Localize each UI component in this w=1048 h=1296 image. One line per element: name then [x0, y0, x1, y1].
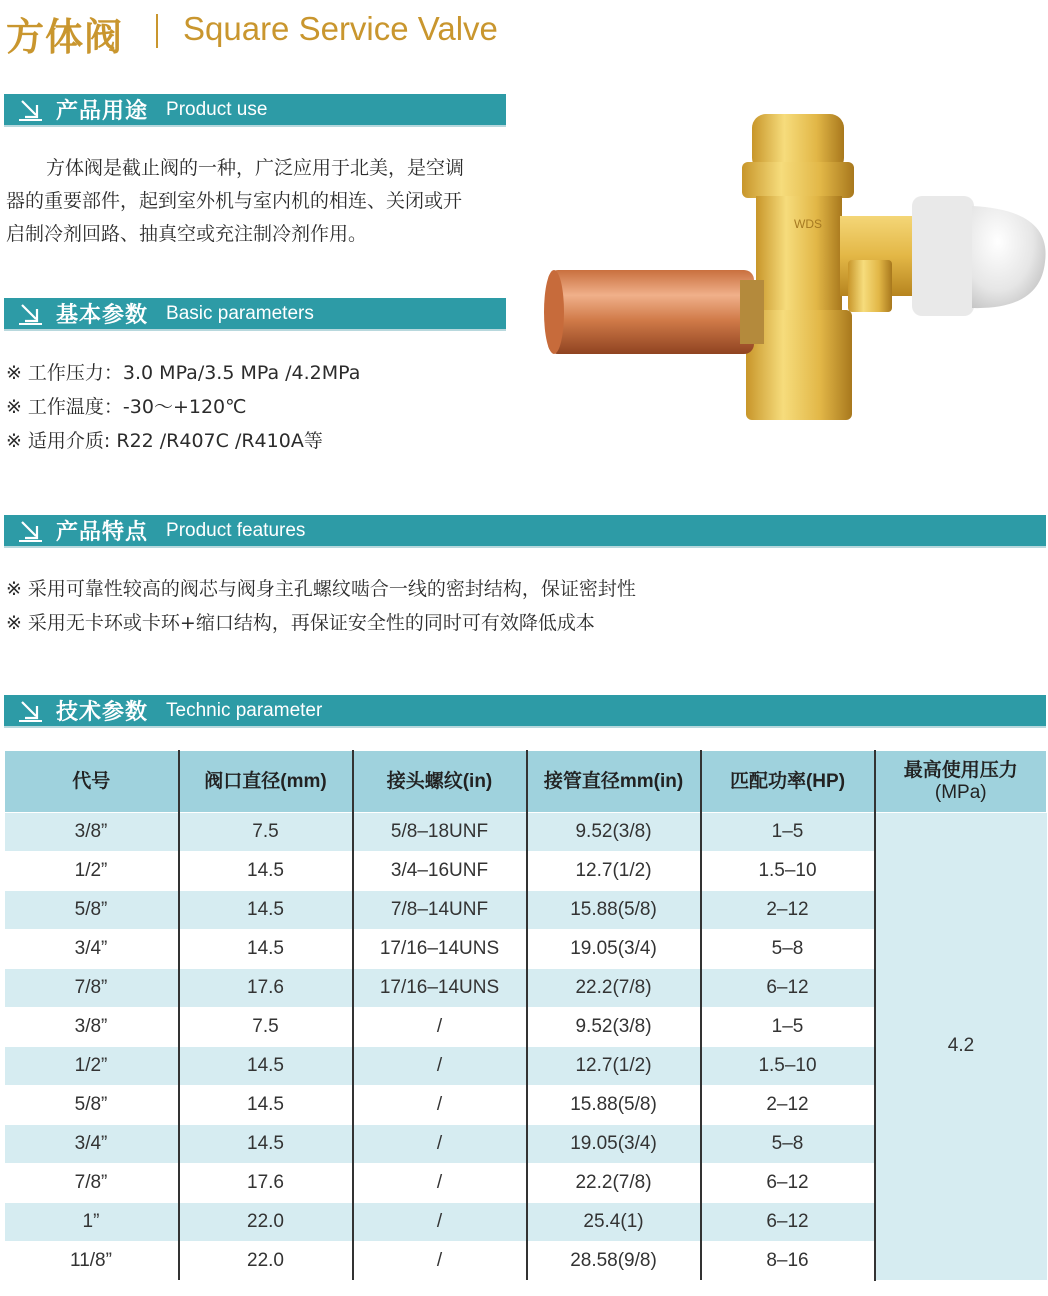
paragraph-line: 方体阀是截止阀的一种，广泛应用于北美，是空调 — [46, 157, 465, 179]
table-cell: 5/8” — [5, 891, 179, 930]
table-cell: 11/8” — [5, 1242, 179, 1281]
param-text: 工作压力：3.0 MPa/3.5 MPa /4.2MPa — [27, 362, 361, 384]
table-cell: 2–12 — [701, 891, 875, 930]
section-bar-features — [4, 515, 1046, 548]
table-cell: 12.7(1/2) — [527, 852, 701, 891]
table-cell: 7/8” — [5, 969, 179, 1008]
table-cell: 5/8–18UNF — [353, 813, 527, 852]
feature-text: 采用无卡环或卡环+缩口结构，再保证安全性的同时可有效降低成本 — [27, 612, 595, 634]
features-list — [6, 572, 636, 640]
table-cell: / — [353, 1008, 527, 1047]
list-item — [6, 572, 636, 606]
table-cell: 28.58(9/8) — [527, 1242, 701, 1281]
section-title-cn: 基本参数 — [56, 303, 149, 328]
table-cell: 3/4–16UNF — [353, 852, 527, 891]
col-header-power: 匹配功率(HP) — [701, 751, 875, 813]
section-title-cn: 产品特点 — [56, 520, 149, 545]
table-cell: 22.2(7/8) — [527, 969, 701, 1008]
page-title-en: Square Service Valve — [183, 10, 498, 47]
bullet-mark: ※ — [6, 362, 22, 384]
table-row — [5, 813, 1047, 852]
table-cell: 6–12 — [701, 969, 875, 1008]
table-cell: 22.0 — [179, 1242, 353, 1281]
paragraph-line: 启制冷剂回路、抽真空或充注制冷剂作用。 — [6, 223, 368, 245]
table-cell: 19.05(3/4) — [527, 1125, 701, 1164]
section-title-cn: 产品用途 — [56, 99, 149, 124]
table-cell: 5–8 — [701, 1125, 875, 1164]
table-cell: 22.0 — [179, 1203, 353, 1242]
table-cell: 9.52(3/8) — [527, 1008, 701, 1047]
svg-text:WDS: WDS — [794, 217, 822, 231]
table-cell: 14.5 — [179, 852, 353, 891]
max-pressure-cell: 4.2 — [875, 813, 1047, 1281]
bullet-mark: ※ — [6, 396, 22, 418]
table-cell: / — [353, 1164, 527, 1203]
header-line: (MPa) — [934, 781, 987, 803]
bullet-mark: ※ — [6, 612, 22, 634]
col-header-thread: 接头螺纹(in) — [353, 751, 527, 813]
section-title-cn: 技术参数 — [56, 700, 149, 725]
valve-image — [540, 110, 1048, 434]
table-cell: 14.5 — [179, 1047, 353, 1086]
section-title-en: Technic parameter — [166, 699, 323, 721]
col-header-max-pressure — [875, 751, 1047, 813]
table-cell: 12.7(1/2) — [527, 1047, 701, 1086]
table-cell: 7.5 — [179, 1008, 353, 1047]
table-cell: 17/16–14UNS — [353, 969, 527, 1008]
table-cell: / — [353, 1086, 527, 1125]
section-bar-basic — [4, 298, 506, 331]
table-cell: 15.88(5/8) — [527, 891, 701, 930]
table-cell: 7.5 — [179, 813, 353, 852]
table-cell: 8–16 — [701, 1242, 875, 1281]
arrow-down-right-icon — [16, 518, 46, 544]
table-cell: 3/8” — [5, 1008, 179, 1047]
table-cell: 2–12 — [701, 1086, 875, 1125]
table-cell: 6–12 — [701, 1164, 875, 1203]
table-cell: 6–12 — [701, 1203, 875, 1242]
table-cell: 14.5 — [179, 891, 353, 930]
list-item — [6, 424, 360, 458]
table-cell: / — [353, 1242, 527, 1281]
bullet-mark: ※ — [6, 578, 22, 600]
feature-text: 采用可靠性较高的阀芯与阀身主孔螺纹啮合一线的密封结构，保证密封性 — [27, 578, 636, 600]
table-cell: 7/8” — [5, 1164, 179, 1203]
table-cell: 1.5–10 — [701, 1047, 875, 1086]
param-text: 适用介质: R22 /R407C /R410A等 — [27, 430, 323, 452]
basic-params-list — [6, 356, 360, 458]
bullet-mark: ※ — [6, 430, 22, 452]
arrow-down-right-icon — [16, 301, 46, 327]
table-cell: 1–5 — [701, 813, 875, 852]
section-title-en: Product use — [166, 98, 268, 120]
table-cell: 1” — [5, 1203, 179, 1242]
section-bar-technic — [4, 695, 1046, 728]
table-cell: 17.6 — [179, 1164, 353, 1203]
table-cell: 1/2” — [5, 1047, 179, 1086]
table-cell: 1.5–10 — [701, 852, 875, 891]
table-cell: / — [353, 1203, 527, 1242]
arrow-down-right-icon — [16, 97, 46, 123]
product-use-text — [6, 152, 506, 251]
col-header-code: 代号 — [5, 751, 179, 813]
section-bar-use — [4, 94, 506, 127]
table-cell: 1–5 — [701, 1008, 875, 1047]
table-cell: 7/8–14UNF — [353, 891, 527, 930]
table-cell: 1/2” — [5, 852, 179, 891]
paragraph-line: 器的重要部件，起到室外机与室内机的相连、关闭或开 — [6, 190, 463, 212]
table-cell: 9.52(3/8) — [527, 813, 701, 852]
title-divider — [156, 14, 158, 48]
list-item — [6, 356, 360, 390]
col-header-pipe-diameter: 接管直径mm(in) — [527, 751, 701, 813]
table-cell: 3/8” — [5, 813, 179, 852]
arrow-down-right-icon — [16, 698, 46, 724]
header-line: 最高使用压力 — [903, 759, 1018, 781]
table-cell: 17/16–14UNS — [353, 930, 527, 969]
table-cell: 22.2(7/8) — [527, 1164, 701, 1203]
table-cell: / — [353, 1125, 527, 1164]
table-cell: 14.5 — [179, 930, 353, 969]
table-header-row — [5, 751, 1047, 813]
table-cell: 5–8 — [701, 930, 875, 969]
table-cell: 15.88(5/8) — [527, 1086, 701, 1125]
page-title-cn: 方体阀 — [6, 15, 124, 59]
table-cell: 25.4(1) — [527, 1203, 701, 1242]
param-text: 工作温度：-30～+120℃ — [27, 396, 247, 418]
list-item — [6, 606, 636, 640]
table-cell: 3/4” — [5, 930, 179, 969]
list-item — [6, 390, 360, 424]
table-cell: 14.5 — [179, 1086, 353, 1125]
section-title-en: Product features — [166, 519, 306, 541]
spec-table — [4, 750, 1047, 1281]
table-cell: 19.05(3/4) — [527, 930, 701, 969]
table-cell: 14.5 — [179, 1125, 353, 1164]
table-cell: 5/8” — [5, 1086, 179, 1125]
table-cell: 17.6 — [179, 969, 353, 1008]
section-title-en: Basic parameters — [166, 302, 314, 324]
table-cell: 3/4” — [5, 1125, 179, 1164]
col-header-port-diameter: 阀口直径(mm) — [179, 751, 353, 813]
table-cell: / — [353, 1047, 527, 1086]
